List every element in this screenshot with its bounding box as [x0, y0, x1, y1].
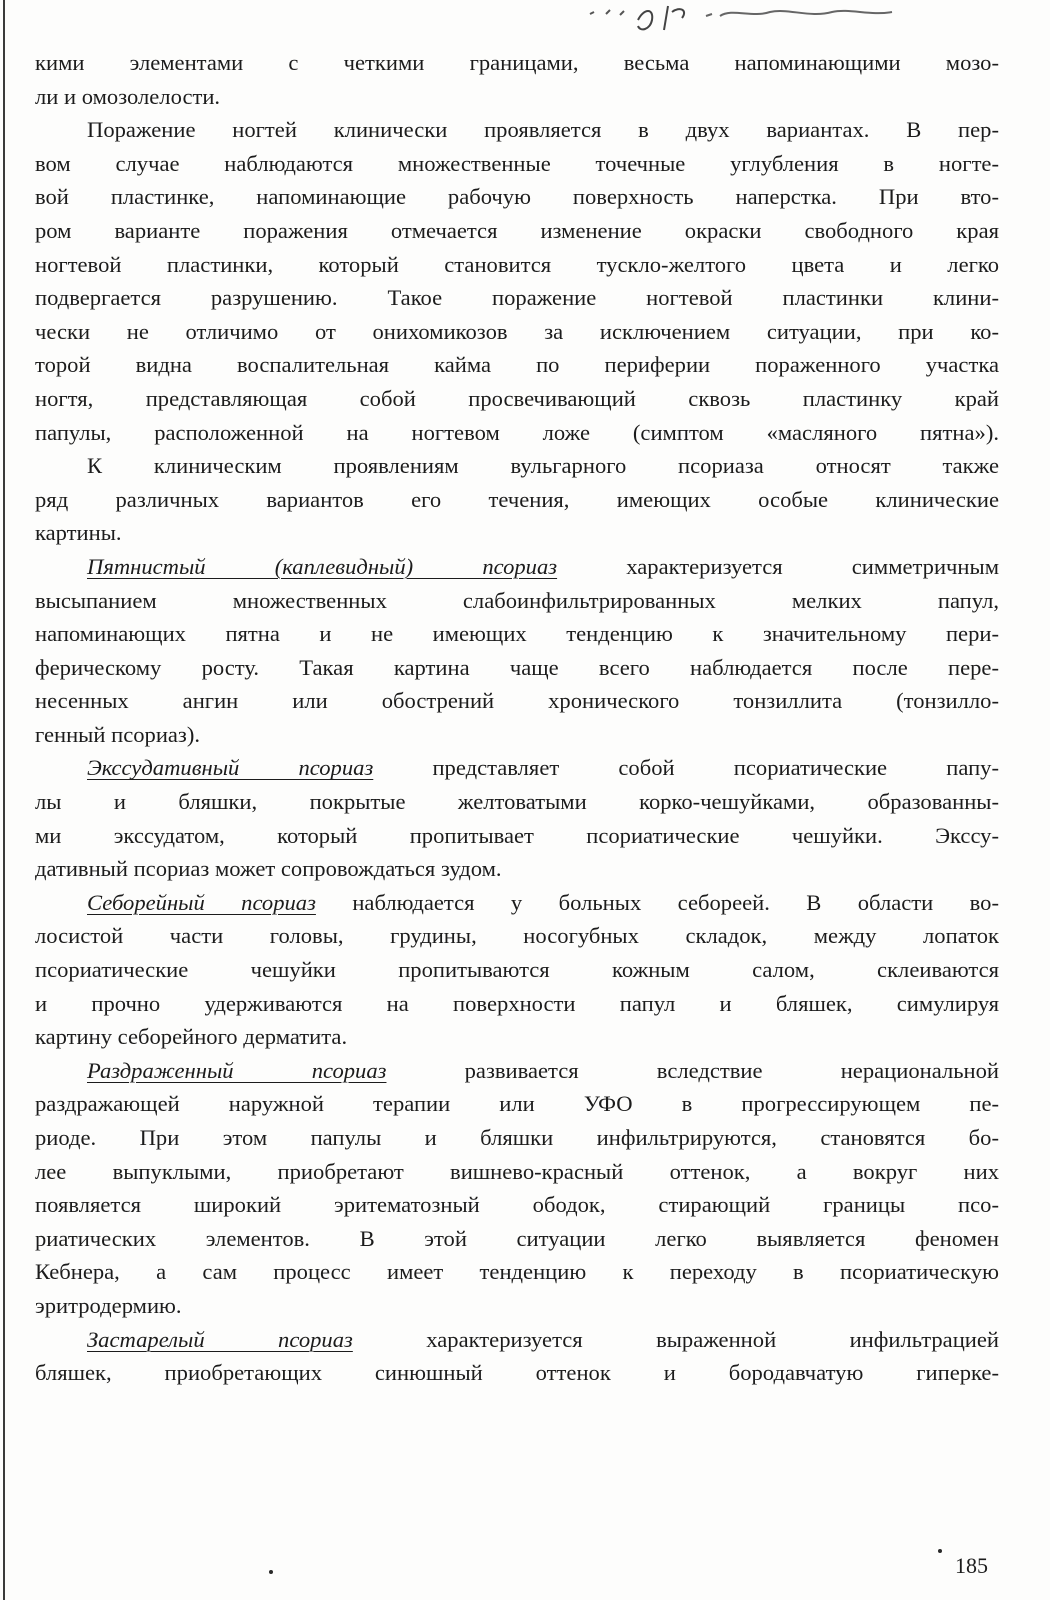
text-line: [35, 1188, 999, 1222]
text-line: [35, 315, 999, 349]
line-text: раздражающей наружной терапии или УФО в прогрессирующем пе-: [35, 1091, 999, 1117]
text-line: [35, 584, 999, 618]
text-line: [35, 1289, 999, 1323]
text-line: [35, 919, 999, 953]
text-line: [35, 1255, 999, 1289]
text-line: [35, 80, 999, 114]
line-text: и прочно удерживаются на поверхности папул и бляшек, симулируя: [35, 990, 999, 1016]
text-line: [35, 1020, 999, 1054]
line-text: лы и бляшки, покрытые желтоватыми корко-чешуйками, образованны-: [35, 789, 999, 815]
text-line: [35, 516, 999, 550]
italic-term: Раздраженный псориаз: [87, 1057, 387, 1083]
text-line: [35, 382, 999, 416]
italic-term: Себорейный псориаз: [87, 889, 316, 915]
text-line: [35, 214, 999, 248]
line-text: Кебнера, а сам процесс имеет тенденцию к переходу в псориатическую: [35, 1259, 999, 1285]
line-text: несенных ангин или обострений хронического тонзиллита (тонзилло-: [35, 688, 999, 714]
text-line: [35, 953, 999, 987]
text-line: [35, 785, 999, 819]
line-text: ряд различных вариантов его течения, имеющих особые клинические: [35, 486, 999, 512]
line-text: картины.: [35, 520, 122, 546]
line-text: кими элементами с четкими границами, весьма напоминающими мозо-: [35, 50, 999, 75]
text-line: [35, 550, 999, 584]
text-line: [35, 852, 999, 886]
text-line: [35, 819, 999, 853]
text-line: [35, 1356, 999, 1390]
line-text: характеризуется симметричным: [557, 553, 999, 579]
text-line: [35, 248, 999, 282]
line-text: риоде. При этом папулы и бляшки инфильтрируются, становятся бо-: [35, 1125, 999, 1150]
line-text: ногтя, представляющая собой просвечивающий сквозь пластинку край: [35, 385, 999, 411]
text-line: [35, 449, 999, 483]
line-text: вой пластинке, напоминающие рабочую поверхность наперстка. При вто-: [35, 184, 999, 210]
line-text: лее выпуклыми, приобретают вишнево-красный оттенок, а вокруг них: [35, 1158, 999, 1184]
text-line: [35, 348, 999, 382]
text-line: [35, 886, 999, 920]
line-text: Поражение ногтей клинически проявляется в двух вариантах. В пер-: [87, 117, 999, 143]
text-line: [35, 180, 999, 214]
line-text: торой видна воспалительная кайма по периферии пораженного участка: [35, 352, 999, 378]
text-line: [35, 113, 999, 147]
line-text: папулы, расположенной на ногтевом ложе (симптом «масляного пятна»).: [35, 419, 999, 445]
italic-term: Экссудативный псориаз: [87, 755, 374, 781]
text-line: [35, 147, 999, 181]
text-line: [35, 1323, 999, 1357]
line-text: эритродермию.: [35, 1292, 182, 1318]
line-text: риатических элементов. В этой ситуации легко выявляется феномен: [35, 1225, 999, 1251]
line-text: представляет собой псориатические папу-: [373, 755, 1000, 781]
text-line: [35, 987, 999, 1021]
text-line: [35, 617, 999, 651]
line-text: чески не отличимо от онихомикозов за исключением ситуации, при ко-: [35, 318, 999, 344]
line-text: наблюдается у больных себореей. В области во-: [315, 889, 999, 915]
line-text: развивается вследствие нерациональной: [386, 1057, 999, 1083]
line-text: К клиническим проявлениям вульгарного псориаза относят также: [87, 453, 999, 479]
line-text: ром варианте поражения отмечается изменение окраски свободного края: [35, 217, 999, 243]
text-line: [35, 281, 999, 315]
text-line: [35, 718, 999, 752]
line-text: характеризуется выраженной инфильтрацией: [352, 1326, 1000, 1352]
line-text: появляется широкий эритематозный ободок, стирающий границы псо-: [35, 1192, 999, 1218]
text-line: [35, 751, 999, 785]
italic-term: Пятнистый (каплевидный) псориаз: [87, 553, 558, 579]
line-text: высыпанием множественных слабоинфильтрированных мелких папул,: [35, 587, 999, 613]
page-edge-line: [3, 0, 5, 1600]
text-line: [35, 1121, 999, 1155]
text-line: [35, 1087, 999, 1121]
line-text: лосистой части головы, грудины, носогубных складок, между лопаток: [35, 923, 999, 949]
line-text: напоминающих пятна и не имеющих тенденцию к значительному пери-: [35, 621, 999, 647]
italic-term: Застарелый псориаз: [87, 1326, 353, 1352]
speck-mark: [938, 1549, 942, 1553]
line-text: ногтевой пластинки, который становится тускло-желтого цвета и легко: [35, 251, 999, 277]
line-text: картину себорейного дерматита.: [35, 1024, 348, 1050]
text-line: [35, 46, 999, 80]
handwritten-scribble: [520, 0, 940, 34]
text-line: [35, 416, 999, 450]
text-line: [35, 1054, 999, 1088]
body-text: [35, 46, 999, 1390]
line-text: ферическому росту. Такая картина чаще всего наблюдается после пере-: [35, 654, 999, 680]
line-text: псориатические чешуйки пропитываются кожным салом, склеиваются: [35, 957, 999, 983]
line-text: дативный псориаз может сопровождаться зудом.: [35, 856, 502, 882]
text-line: [35, 1222, 999, 1256]
speck-mark: [269, 1570, 273, 1574]
line-text: генный псориаз).: [35, 721, 201, 747]
page-number: 185: [955, 1553, 988, 1578]
line-text: вом случае наблюдаются множественные точечные углубления в ногте-: [35, 150, 999, 176]
text-line: [35, 483, 999, 517]
line-text: подвергается разрушению. Такое поражение ногтевой пластинки клини-: [35, 285, 999, 311]
line-text: бляшек, приобретающих синюшный оттенок и бородавчатую гиперке-: [35, 1360, 999, 1386]
text-line: [35, 651, 999, 685]
line-text: ли и омозолелости.: [35, 83, 221, 109]
line-text: ми экссудатом, который пропитывает псориатические чешуйки. Экссу-: [35, 822, 999, 848]
text-line: [35, 1155, 999, 1189]
text-line: [35, 684, 999, 718]
